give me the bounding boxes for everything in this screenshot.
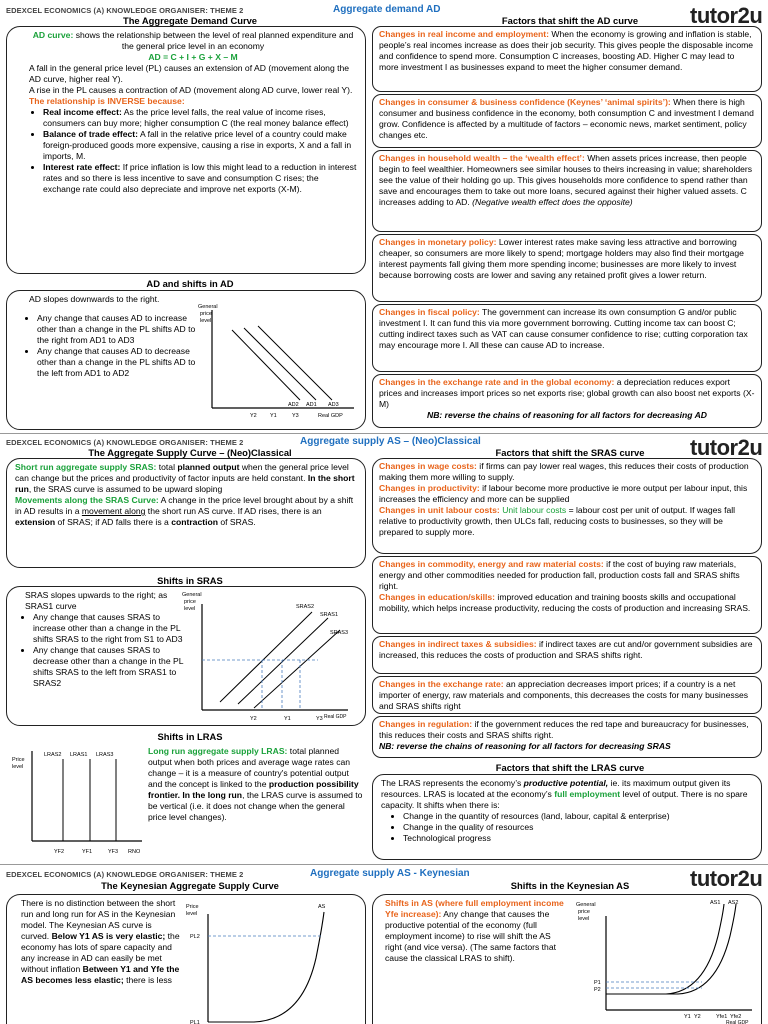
list-item <box>43 107 357 129</box>
term-label: Movements along the SRAS Curve: <box>15 495 159 505</box>
factor-heading: Changes in the exchange rate: <box>379 679 504 689</box>
factor-box <box>372 636 762 674</box>
curve-label: SRAS3 <box>330 630 349 636</box>
text: planned output <box>177 462 240 472</box>
lras-shift-graph <box>10 745 148 860</box>
curve-label: SRAS1 <box>320 612 339 618</box>
ad2-curve <box>232 330 300 400</box>
y-axis-label: level <box>200 318 212 324</box>
factor-heading: Changes in regulation: <box>379 719 473 729</box>
factor-box <box>372 26 762 92</box>
paragraph: A fall in the general price level (PL) causes an extension of AD (movement along the AD curve, higher real Y). <box>29 63 350 84</box>
definition-text: shows the relationship between the level of real planned expenditure and the general price level in an economy <box>73 30 354 51</box>
term-label: Real income effect: <box>43 107 122 117</box>
list-item-text: If price inflation is low this might lead to a reduction in interest rates and so there is less incentive to save and consumption C rises; the exchange rate could also depreciate and improve net exports (X-M). <box>43 162 357 194</box>
list-item: • Change in the quantity of resources (land, labour, capital & enterprise) <box>403 811 753 822</box>
text: of SRAS. <box>217 517 256 527</box>
nb-note: NB: reverse the chains of reasoning for all factors for decreasing SRAS <box>379 741 671 751</box>
tick-label: Y2 <box>694 1014 701 1020</box>
factor-text: Lower interest rates make saving less attractive and borrowing cheaper, so consumers are more likely to spend; mortgage holders may also find their mortgage interest payments fall giving them more spending income; businesses are more likely to invest because borrowing costs are lower and saving any retained profit gives a lower return. <box>379 237 744 280</box>
paragraph: AD slopes downwards to the right. <box>29 294 160 304</box>
list-item-text: As the price level falls, the real value of income rises, consumers can buy more; higher consumption C (the real money balance effect) <box>43 107 349 128</box>
section-heading: Aggregate supply AS - Keynesian <box>310 868 470 879</box>
text: the economy has lots of spare capacity and any increase in AD can easily be met without inflation <box>21 931 180 974</box>
x-axis-label: Real GDP <box>318 413 343 419</box>
y-axis-label: Price <box>12 757 25 763</box>
factor-text: = labour cost per unit of output. If wages fall relative to productivity growth, then ULCs fall, reducing costs to businesses, so they will be prepared to supply more. <box>379 505 736 537</box>
factor-text: When the economy is growing and inflation is stable, people’s real incomes increase as does their job security. This gives people the disposable income and confidence to spend more. Consumption C increases, boosting AD. Higher C may lead to more investment I as businesses expand to meet the higher consumer demand. <box>379 29 754 72</box>
text: total planned output when both prices and average wage rates can change – it is a measure of <box>148 746 351 778</box>
tick-label: Y1 <box>270 413 277 419</box>
tick-label: YF1 <box>82 849 93 855</box>
doc-header-label: EDEXCEL ECONOMICS (A) KNOWLEDGE ORGANISER: THEME 2 <box>6 6 244 15</box>
nb-note: NB: reverse the chains of reasoning for all factors for decreasing AD <box>426 410 707 420</box>
x-axis-label: Real GDP <box>324 714 347 720</box>
factor-heading: Changes in wage costs: <box>379 461 477 471</box>
curve-label: AD2 <box>288 402 299 408</box>
factor-text: if indirect taxes are cut and/or government subsidies are increased, this reduces the costs of production and SRAS shifts right. <box>379 639 753 660</box>
text: , the LRAS curve is assumed to be vertical (i.e. it does not change when the general price level changes). <box>148 790 363 822</box>
tick-label: Yfe1 <box>716 1014 728 1020</box>
price-label: PL1 <box>190 1020 200 1024</box>
y-axis-label: General <box>198 304 218 310</box>
section-title: Shifts in SRAS <box>157 575 223 586</box>
text: contraction <box>171 517 218 527</box>
curve-label: LRAS1 <box>70 752 88 758</box>
factor-text: When assets prices increase, then people begin to feel wealthier. Homeowners see similar houses to theirs increasing in value; shareholders see the value of their holding go up. This gives households more confidence to spend rather than save and encourages them to take out more loans, secured against their higher valued assets. C increases adding to AD. <box>379 153 753 207</box>
list-item: • Any change that causes SRAS to increase other than a change in the PL shifts SRAS to the right from S1 to AD3 <box>33 612 193 645</box>
text: full employment <box>554 789 621 799</box>
section-title: Shifts in LRAS <box>157 731 223 742</box>
term: Unit labour costs <box>499 505 567 515</box>
text: In the short run <box>15 473 355 494</box>
factor-text: an appreciation decreases import prices; if a country is a net importer of energy, raw materials and components, this decreases the costs for many businesses and SRAS shifts right <box>379 679 749 711</box>
text: there is less <box>123 975 172 985</box>
y-axis-label: level <box>12 764 24 770</box>
text: A change in the price level brought about by a shift in AD results in a <box>15 495 354 516</box>
curve-label: AD3 <box>328 402 339 408</box>
ad3-curve <box>258 326 332 400</box>
term-label: AD curve: <box>32 30 74 40</box>
keynesian-as-graph <box>184 898 364 1024</box>
tick-label: Y3 <box>292 413 299 419</box>
sras1-curve <box>238 618 328 704</box>
factor-heading: Changes in real income and employment: <box>379 29 550 39</box>
x-axis-label: RNO <box>128 849 141 855</box>
price-label: P1 <box>594 980 601 986</box>
list-item: • Technological progress <box>403 833 753 844</box>
factor-heading: Changes in consumer & business confidence (Keynes’ ‘animal spirits’): <box>379 97 671 107</box>
as-curve <box>208 912 324 1022</box>
section-title: Factors that shift the LRAS curve <box>495 762 645 773</box>
tick-label: Y1 <box>284 716 291 722</box>
section-title: The Keynesian Aggregate Supply Curve <box>101 880 279 891</box>
ad-curve-box <box>6 26 366 274</box>
list-item-text: A fall in the relative price level of a country could make foreign-produced goods more expensive, causing a rise in exports, X and a fall in imports, M. <box>43 129 352 161</box>
x-axis-label: Real GDP <box>726 1020 749 1024</box>
tick-label: Y2 <box>250 413 257 419</box>
factor-heading: Changes in monetary policy: <box>379 237 497 247</box>
factor-box <box>372 716 762 758</box>
list-item: • Any change that causes SRAS to decrease other than a change in the PL shifts SRAS to the left from SRAS1 to SRAS2 <box>33 645 193 689</box>
as2-curve <box>606 904 736 994</box>
lras-definition <box>148 746 364 823</box>
text: The LRAS represents the economy’s <box>381 778 524 788</box>
factor-box <box>372 556 762 634</box>
tutor2u-logo: tutor2u <box>690 435 763 460</box>
factor-heading: Changes in education/skills: <box>379 592 496 602</box>
as1-curve <box>606 904 724 994</box>
ad-formula: AD = C + I + G + X – M <box>148 52 238 62</box>
section-heading: Aggregate supply AS – (Neo)Classical <box>300 436 481 447</box>
factor-box <box>372 234 762 302</box>
text: Between Y1 and Yfe the AS becomes less elastic; <box>21 964 180 985</box>
sras3-curve <box>254 630 340 708</box>
term-label: Balance of trade effect: <box>43 129 139 139</box>
subheading: The relationship is INVERSE because: <box>29 96 185 106</box>
tutor2u-logo: tutor2u <box>690 866 763 891</box>
y-axis-label: level <box>186 911 198 917</box>
section-title: Shifts in the Keynesian AS <box>510 880 630 891</box>
price-label: P2 <box>594 987 601 993</box>
section-title: Factors that shift the SRAS curve <box>495 447 645 458</box>
factor-text: if the government reduces the red tape and bureaucracy for businesses, this reduces their costs and SRAS shifts right. <box>379 719 749 740</box>
tutor2u-logo: tutor2u <box>690 3 763 28</box>
text: , the SRAS curve is assumed to be upward sloping <box>28 484 223 494</box>
paragraph: A rise in the PL causes a contraction of AD (movement along AD curve, lower real Y). <box>29 85 353 95</box>
factor-heading: Changes in fiscal policy: <box>379 307 480 317</box>
keynesian-shift-graph <box>566 896 758 1024</box>
curve-label: LRAS2 <box>44 752 62 758</box>
tick-label: Y2 <box>250 716 257 722</box>
lras-factors-box <box>372 774 762 860</box>
y-axis-label: Price <box>186 904 199 910</box>
term-label: Long run aggregate supply LRAS: <box>148 746 288 756</box>
term-label: Interest rate effect: <box>43 162 121 172</box>
curve-label: AS1 <box>710 900 721 906</box>
factor-box <box>372 304 762 372</box>
section-heading: Aggregate demand AD <box>333 4 441 15</box>
text: of SRAS; if AD falls there is a <box>55 517 172 527</box>
ad-shift-graph <box>192 300 362 425</box>
text: total <box>156 462 178 472</box>
sras2-curve <box>220 612 312 702</box>
y-axis-label: price <box>184 599 196 605</box>
tick-label: YF3 <box>108 849 119 855</box>
text: productive potential, <box>523 778 609 788</box>
text: Below Y1 AS is very elastic; <box>51 931 166 941</box>
factor-heading: Changes in the exchange rate and in the global economy: <box>379 377 615 387</box>
y-axis-label: General <box>182 592 202 598</box>
text: country's potential output and the concept is linked to the <box>148 768 349 789</box>
factor-text: Any change that causes the productive potential of the economy (full employment income) to rise will shift the AS right (and vice versa). (The same factors that cause the classical LRAS to shift). <box>385 909 556 963</box>
text: In the long run <box>180 790 243 800</box>
factor-text: if labour become more productive ie more output per labour input, this increases the efficiency and more can be supplied <box>379 483 748 504</box>
doc-header-label: EDEXCEL ECONOMICS (A) KNOWLEDGE ORGANISER: THEME 2 <box>6 438 244 447</box>
factor-text: When there is high consumer and business confidence in the economy, both consumption C and investment I demand grow. Confidence is affected by a multitude of factors – economic news, market sentiment, policy changes etc. <box>379 97 754 140</box>
factor-text: The government can increase its own consumption G and/or public investment I. It can fund this via more government borrowing. Cutting income tax can boost C; cutting indirect taxes such as VAT can cause consumer confidence to rise; cutting corporation tax may encourage more I. All these can cause AD to increase. <box>379 307 748 350</box>
price-label: PL2 <box>190 934 200 940</box>
factor-heading: Changes in unit labour costs: <box>379 505 500 515</box>
tick-label: YF2 <box>54 849 65 855</box>
factor-heading: Changes in household wealth – the ‘wealth effect’: <box>379 153 585 163</box>
y-axis-label: General <box>576 902 596 908</box>
list-item: • Any change that causes AD to decrease other than a change in the PL shifts AD to the left from AD1 to AD2 <box>37 346 207 379</box>
list-item <box>43 129 357 162</box>
text: There is no distinction between the short run and long run for AS in the Keynesian model. The Keynesian AS curve is curved. <box>21 898 176 941</box>
tick-label: Yfe2 <box>730 1014 742 1020</box>
term-label: Short run aggregate supply SRAS: <box>15 462 157 472</box>
factor-box <box>372 458 762 554</box>
curve-label: SRAS2 <box>296 604 315 610</box>
factor-box <box>372 676 762 714</box>
sras-definition-box <box>6 458 366 568</box>
y-axis-label: level <box>578 916 590 922</box>
curve-label: LRAS3 <box>96 752 114 758</box>
y-axis-label: price <box>200 311 212 317</box>
section-title: The Aggregate Supply Curve – (Neo)Classical <box>88 447 292 458</box>
curve-label: AD1 <box>306 402 317 408</box>
tick-label: Y3 <box>316 716 323 722</box>
list-item <box>43 162 357 195</box>
factor-text: if the cost of buying raw materials, energy and other commodities needed for production fall, production costs fall and SRAS shifts right. <box>379 559 740 591</box>
text: movement along <box>81 506 146 516</box>
text: the short run AS curve. If AD rises, there is an <box>145 506 322 516</box>
factor-heading: Shifts in AS (where full employment income Yfe increase): <box>385 898 564 919</box>
ad1-curve <box>244 328 316 400</box>
paragraph: SRAS slopes upwards to the right; as SRAS1 curve <box>25 590 168 611</box>
tick-label: Y1 <box>684 1014 691 1020</box>
text: level of output. There is no spare capacity. It shifts when there is: <box>381 789 748 810</box>
factor-heading: Changes in productivity: <box>379 483 480 493</box>
factor-text: if firms can pay lower real wages, this reduces their costs of production making them more willing to supply. <box>379 461 749 482</box>
doc-header-label: EDEXCEL ECONOMICS (A) KNOWLEDGE ORGANISER: THEME 2 <box>6 870 244 879</box>
curve-label: AS2 <box>728 900 739 906</box>
sras-shift-graph <box>180 590 364 724</box>
list-item: • Any change that causes AD to increase other than a change in the PL shifts AD to the right from AD1 to AD3 <box>37 313 207 346</box>
list-item: • Change in the quality of resources <box>403 822 753 833</box>
factor-heading: Changes in commodity, energy and raw material costs: <box>379 559 604 569</box>
factor-box <box>372 374 762 428</box>
y-axis-label: price <box>578 909 590 915</box>
curve-label: AS <box>318 904 326 910</box>
factor-box <box>372 150 762 232</box>
section-title: Factors that shift the AD curve <box>501 15 639 26</box>
factor-note: (Negative wealth effect does the opposite) <box>472 197 633 207</box>
factor-box <box>372 94 762 148</box>
section-title: AD and shifts in AD <box>146 278 234 289</box>
factor-text: improved education and training boosts skills and occupational mobility, which helps increase productivity, reducing the costs of production and increasing SRAS. <box>379 592 751 613</box>
text: production possibility frontier. <box>148 779 359 800</box>
text: ie. its maximum output given its resources. LRAS is located at the economy’s <box>381 778 731 799</box>
text: when the general price level can change but the prices and productivity of factor inputs are held constant. <box>15 462 349 483</box>
text: extension <box>15 517 56 527</box>
factor-text: a depreciation reduces export prices and increases import prices so net exports rise; global growth can also boost net exports (X-M) <box>379 377 755 409</box>
y-axis-label: level <box>184 606 196 612</box>
section-title: The Aggregate Demand Curve <box>122 15 258 26</box>
factor-heading: Changes in indirect taxes & subsidies: <box>379 639 537 649</box>
